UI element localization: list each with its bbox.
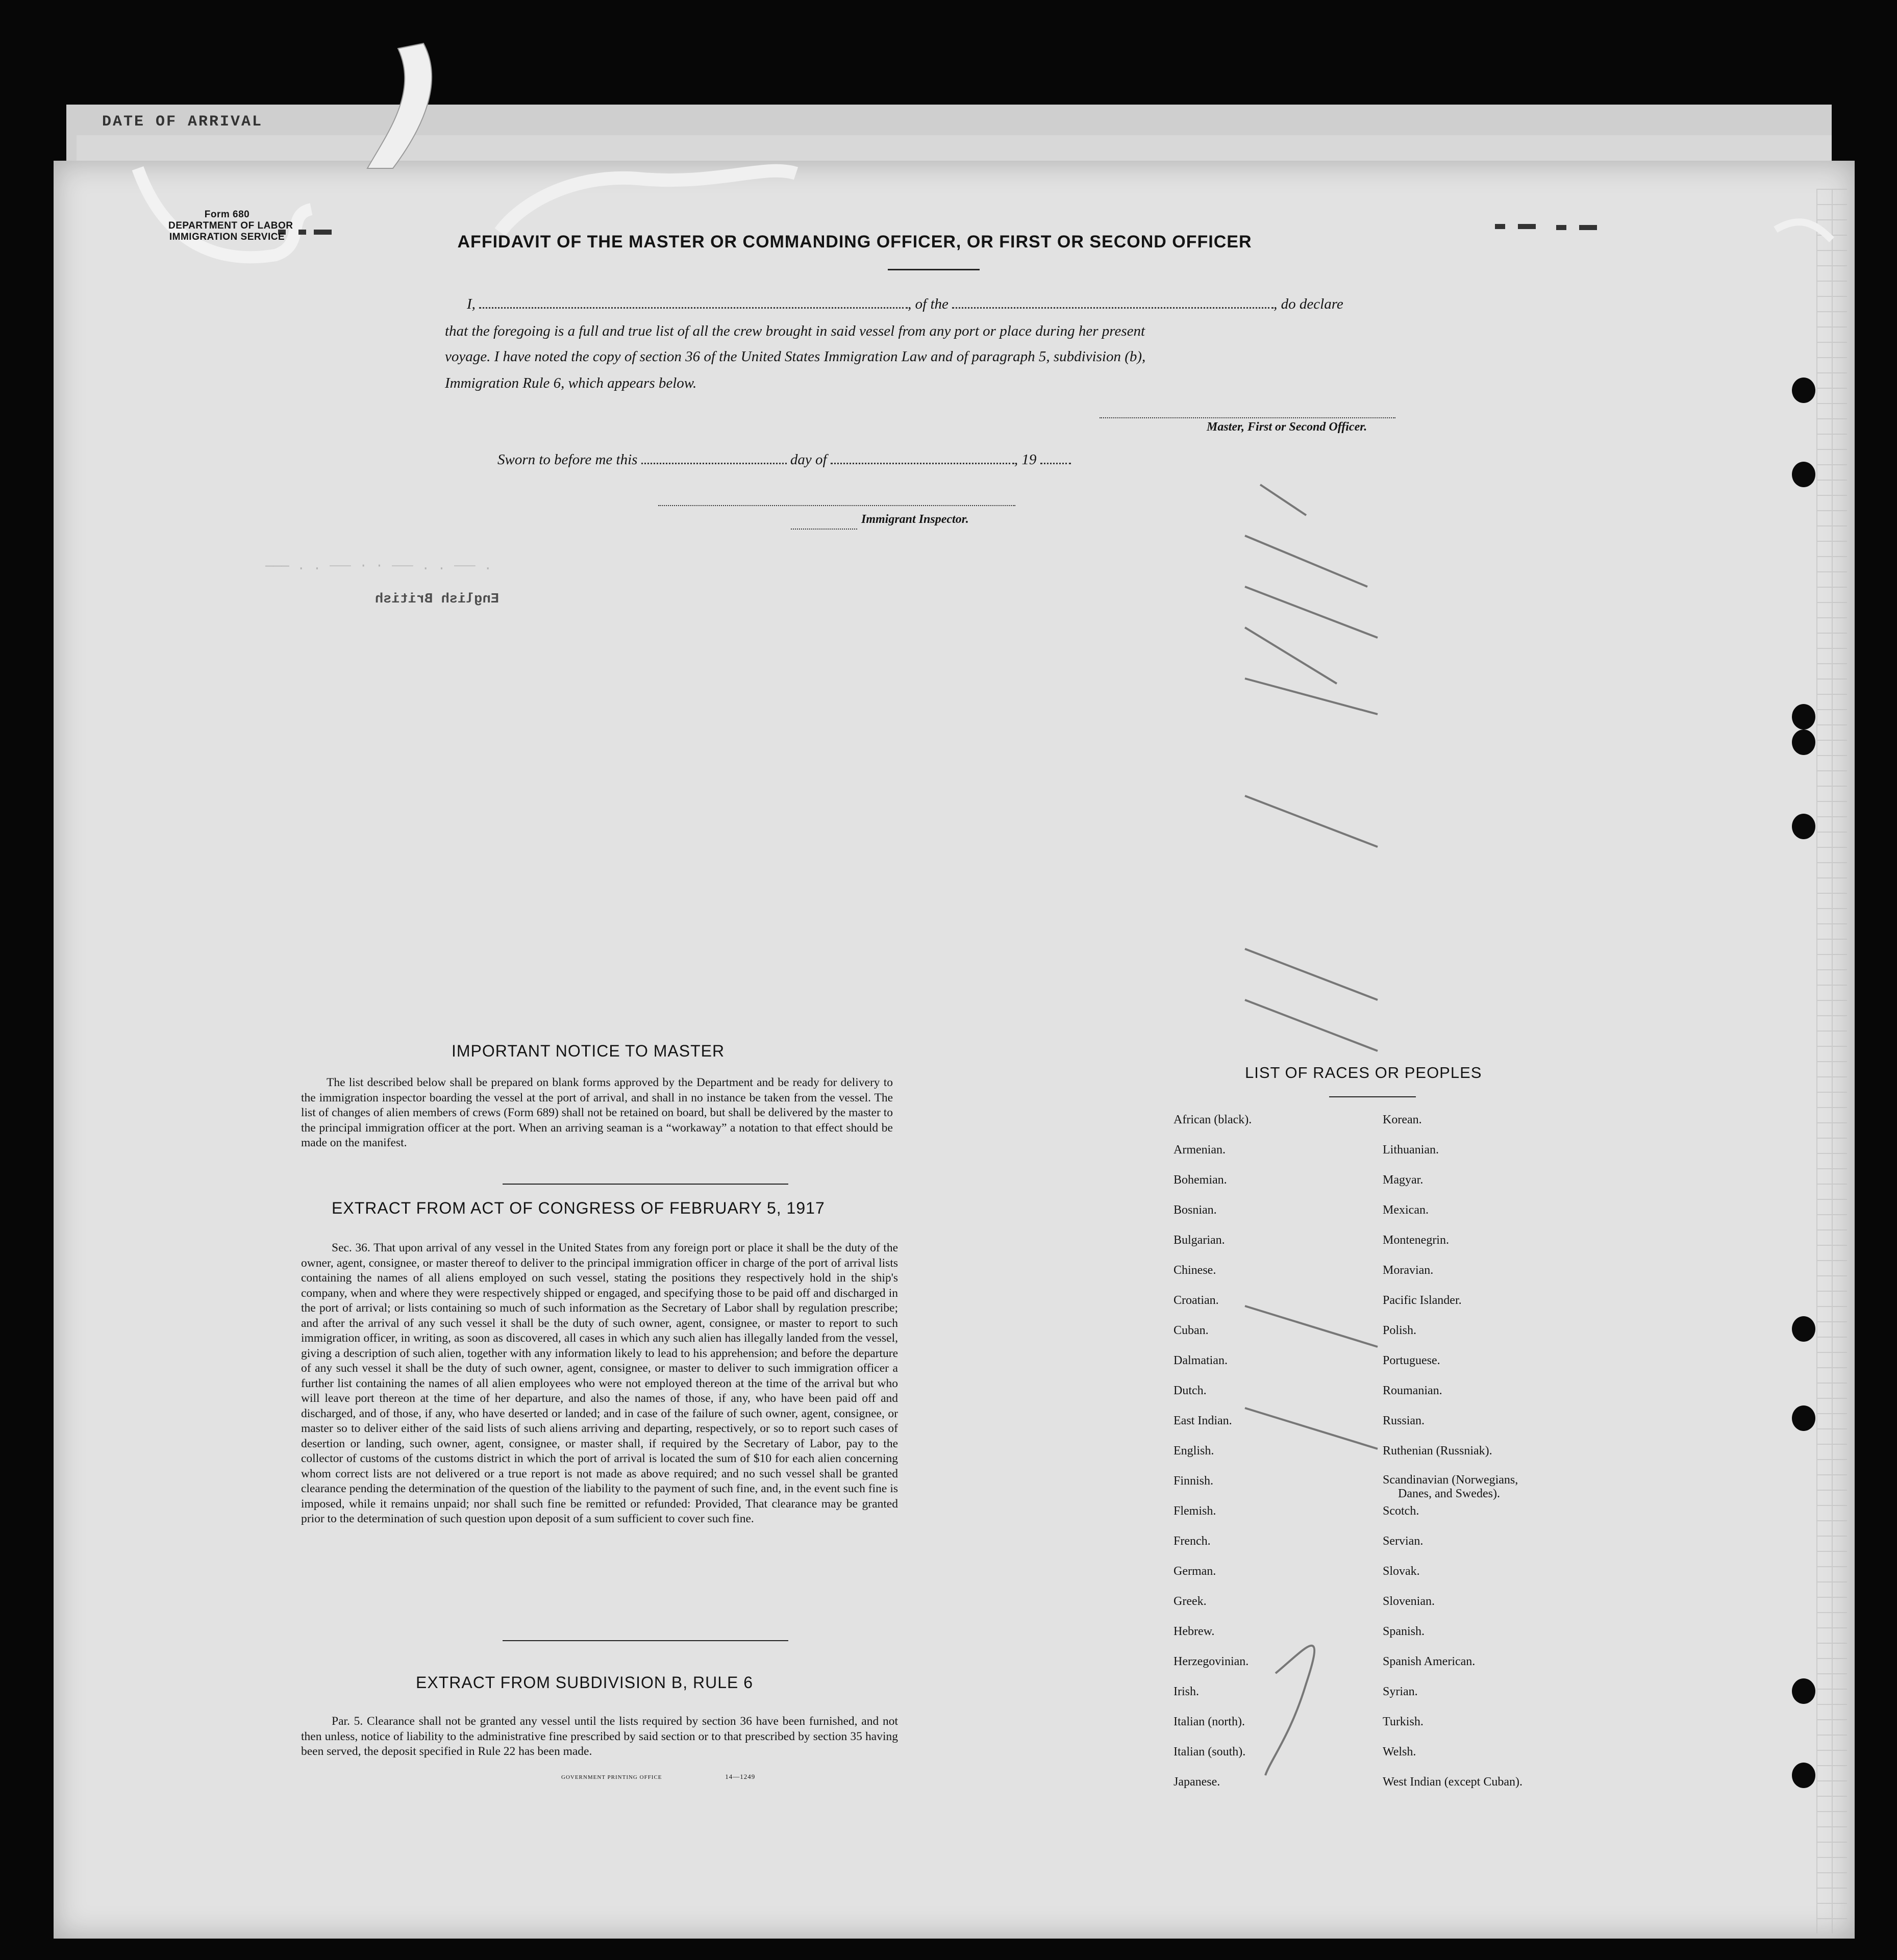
affidavit-line-2: that the foregoing is a full and true list of all the crew brought in said vessel from any port or place during her present — [445, 323, 1145, 339]
race-item: Dalmatian. — [1174, 1354, 1228, 1367]
sworn-year-blank — [1040, 462, 1071, 464]
form-number-block — [168, 209, 293, 243]
race-item: Slovenian. — [1383, 1595, 1435, 1608]
race-item: Pacific Islander. — [1383, 1294, 1462, 1307]
inspector-label-leader — [791, 529, 857, 531]
date-of-arrival-label: DATE OF ARRIVAL — [102, 113, 263, 131]
service-name: IMMIGRATION SERVICE — [169, 232, 285, 242]
race-item: African (black). — [1174, 1113, 1252, 1126]
affidavit-of-the: , of the — [908, 296, 948, 312]
race-item: Servian. — [1383, 1535, 1424, 1548]
affidavit-line-4: Immigration Rule 6, which appears below. — [445, 375, 697, 391]
race-item: Welsh. — [1383, 1745, 1416, 1758]
affidavit-line-1 — [467, 296, 1343, 313]
inspector-signature-line — [658, 505, 1015, 507]
tear-curve-right — [1776, 222, 1832, 240]
notice-body: The list described below shall be prepared on blank forms approved by the Department and be ready for delivery to the immigration inspector boarding the vessel at the port of arrival, and shall in no instance be taken from the vessel. The list of changes of alien members of crews (Form 689) shall not be retained on board, but shall be delivered by the master to the principal immigration officer at the port. When an arriving seaman is a “workaway” a notation to that effect should be made on the manifest. — [301, 1076, 893, 1149]
race-item: Polish. — [1383, 1324, 1417, 1337]
strike-2 — [1245, 536, 1367, 587]
race-item: Italian (north). — [1174, 1715, 1245, 1728]
race-item: Roumanian. — [1383, 1384, 1442, 1397]
bleed-dashes — [278, 227, 1597, 232]
sworn-year: , 19 — [1014, 451, 1037, 468]
master-signature-line — [1100, 417, 1395, 419]
race-item: German. — [1174, 1565, 1216, 1578]
mirrored-bleed-label: English British — [375, 592, 500, 607]
races-title: LIST OF RACES OR PEOPLES — [1245, 1064, 1482, 1082]
race-item: Irish. — [1174, 1685, 1199, 1698]
tear-curve-top — [500, 171, 796, 232]
race-item: French. — [1174, 1535, 1211, 1548]
extract-rule-title: EXTRACT FROM SUBDIVISION B, RULE 6 — [416, 1673, 754, 1692]
race-item: Moravian. — [1383, 1264, 1434, 1277]
bleed-row-1: ——— . . ⸺ · · ⸺ . . ⸺ . — [265, 558, 492, 573]
strike-7 — [1245, 949, 1378, 1000]
punch-hole — [1792, 1316, 1815, 1342]
race-item: English. — [1174, 1444, 1214, 1458]
race-item: Japanese. — [1174, 1775, 1220, 1789]
punch-hole — [1792, 814, 1815, 839]
sworn-day-of: day of — [790, 451, 827, 468]
strike-8 — [1245, 1000, 1378, 1051]
race-item: Turkish. — [1383, 1715, 1424, 1728]
race-item: Chinese. — [1174, 1264, 1216, 1277]
race-item: Spanish. — [1383, 1625, 1425, 1638]
race-item: Herzegovinian. — [1174, 1655, 1249, 1668]
race-item: Flemish. — [1174, 1504, 1216, 1518]
printer-name: GOVERNMENT PRINTING OFFICE — [561, 1774, 662, 1780]
inspector-label: Immigrant Inspector. — [861, 513, 969, 526]
race-item: Hebrew. — [1174, 1625, 1215, 1638]
sworn-month-blank — [831, 462, 1014, 464]
strike-1 — [1260, 485, 1306, 515]
races-right-column — [1383, 1112, 1522, 1804]
punch-hole — [1792, 1763, 1815, 1788]
sworn-prefix: Sworn to before me this — [497, 451, 638, 468]
race-item: Italian (south). — [1174, 1745, 1246, 1758]
affidavit-title-rule — [888, 269, 980, 270]
punch-hole — [1792, 704, 1815, 730]
sworn-day-blank — [641, 462, 787, 464]
tear-strip-top — [367, 43, 432, 168]
punch-hole — [1792, 1405, 1815, 1431]
strike-9 — [1245, 1306, 1378, 1347]
race-item: Portuguese. — [1383, 1354, 1440, 1367]
sworn-line — [497, 451, 1071, 468]
punch-hole — [1792, 378, 1815, 403]
race-item: Slovak. — [1383, 1565, 1420, 1578]
affidavit-title: AFFIDAVIT OF THE MASTER OR COMMANDING OFFICER, OR FIRST OR SECOND OFFICER — [457, 232, 1252, 252]
race-item — [1383, 1473, 1522, 1503]
race-item: Mexican. — [1383, 1203, 1429, 1217]
race-item: Syrian. — [1383, 1685, 1418, 1698]
race-item: Korean. — [1383, 1113, 1422, 1126]
race-item: Dutch. — [1174, 1384, 1207, 1397]
race-item: Finnish. — [1174, 1474, 1214, 1488]
extract-act-rule — [503, 1640, 788, 1641]
race-item: Magyar. — [1383, 1173, 1424, 1187]
race-item: Bosnian. — [1174, 1203, 1217, 1217]
race-item: Cuban. — [1174, 1324, 1209, 1337]
name-blank — [479, 306, 908, 309]
strike-11 — [1265, 1646, 1314, 1775]
race-item: Bulgarian. — [1174, 1234, 1225, 1247]
extract-rule-body: Par. 5. Clearance shall not be granted any vessel until the lists required by section 36 have been furnished, and not then unless, notice of liability to the administrative fine prescribed by said section or to that prescribed by section 35 having been served, the deposit specified in Rule 22 has been made. — [301, 1715, 898, 1758]
race-item: Ruthenian (Russniak). — [1383, 1444, 1492, 1458]
race-item: Armenian. — [1174, 1143, 1226, 1157]
affidavit-i: I, — [467, 296, 476, 312]
race-item: Scotch. — [1383, 1504, 1419, 1518]
strike-5 — [1245, 679, 1378, 714]
race-item: Lithuanian. — [1383, 1143, 1439, 1157]
race-item: East Indian. — [1174, 1414, 1232, 1427]
vessel-blank — [952, 306, 1274, 309]
punch-hole — [1792, 730, 1815, 755]
punch-hole — [1792, 462, 1815, 487]
notice-rule — [503, 1184, 788, 1185]
race-item: Spanish American. — [1383, 1655, 1476, 1668]
race-item: Croatian. — [1174, 1294, 1219, 1307]
printer-line — [561, 1773, 755, 1781]
master-signature-label: Master, First or Second Officer. — [1207, 420, 1367, 434]
race-item: Bohemian. — [1174, 1173, 1227, 1187]
strikethrough-marks — [1245, 485, 1378, 1775]
punch-hole — [1792, 1678, 1815, 1704]
bleed-through-rows — [265, 546, 492, 586]
races-left-column — [1174, 1112, 1252, 1804]
strike-3 — [1245, 587, 1378, 638]
race-item: Greek. — [1174, 1595, 1207, 1608]
form-number: Form 680 — [204, 209, 250, 220]
race-item: West Indian (except Cuban). — [1383, 1775, 1522, 1789]
race-item: Russian. — [1383, 1414, 1425, 1427]
race-item: Montenegrin. — [1383, 1234, 1449, 1247]
race-item-scandinavian-cont: Danes, and Swedes). — [1398, 1487, 1500, 1500]
extract-act-body: Sec. 36. That upon arrival of any vessel in the United States from any foreign port or place it shall be the duty of the owner, agent, consignee, or master thereof to deliver to the principal immigration officer in charge of the port of arrival lists containing the names of all aliens employed on such vessel, stating the positions they respectively hold in the ship's company, when and where they were respectively shipped or engaged, and specifying those to be paid off and discharged in the port of arrival; or lists containing so much of such information as the Secretary of Labor shall by regulation prescribe; and after the arrival of any such vessel it shall be the duty of such owner, agent, consignee, or master to report to such immigration officer, in writing, as soon as discovered, all cases in which any such alien has illegally landed from the vessel, giving a description of such alien, together with any information likely to lead to his apprehension; and before the departure of any such vessel it shall be the duty of such owner, agent, consignee, or master to deliver to such immigration officer a further list containing the names of all alien employees who were not employed thereon at the time of the arrival but who will leave port thereon at the time of her departure, and also the names of those, if any, who have been paid off and discharged, and of those, if any, who have deserted or landed; and in case of the failure of such owner, agent, consignee, or master so to deliver either of the said lists of such aliens arriving and departing, respectively, or so to report such cases of desertion or landing, such owner, agent, consignee, or master shall, if required by the Secretary of Labor, pay to the collector of customs of the customs district in which the port of arrival is located the sum of $10 for each alien concerning whom correct lists are not delivered or a true report is not made as above required; and no such vessel shall be granted clearance pending the determination of the question of the liability to the payment of such fine, and, in the event such fine is imposed, while it remains unpaid; nor shall such fine be remitted or refunded: Provided, That clearance may be granted prior to the determination of such question upon deposit of a sum sufficient to cover such fine. — [301, 1241, 898, 1525]
strike-10 — [1245, 1408, 1378, 1449]
race-item-scandinavian: Scandinavian (Norwegians, — [1383, 1473, 1518, 1487]
strike-6 — [1245, 796, 1378, 847]
notice-title: IMPORTANT NOTICE TO MASTER — [452, 1042, 725, 1060]
affidavit-line-3: voyage. I have noted the copy of section 36 of the United States Immigration Law and of paragraph 5, subdivision (b), — [445, 348, 1146, 365]
strike-4 — [1245, 627, 1337, 684]
affidavit-declare: , do declare — [1274, 296, 1343, 312]
print-code: 14—1249 — [725, 1773, 756, 1780]
extract-act-title: EXTRACT FROM ACT OF CONGRESS OF FEBRUARY 5, 1917 — [332, 1199, 825, 1217]
races-title-rule — [1329, 1096, 1416, 1097]
department-name: DEPARTMENT OF LABOR — [168, 220, 293, 231]
